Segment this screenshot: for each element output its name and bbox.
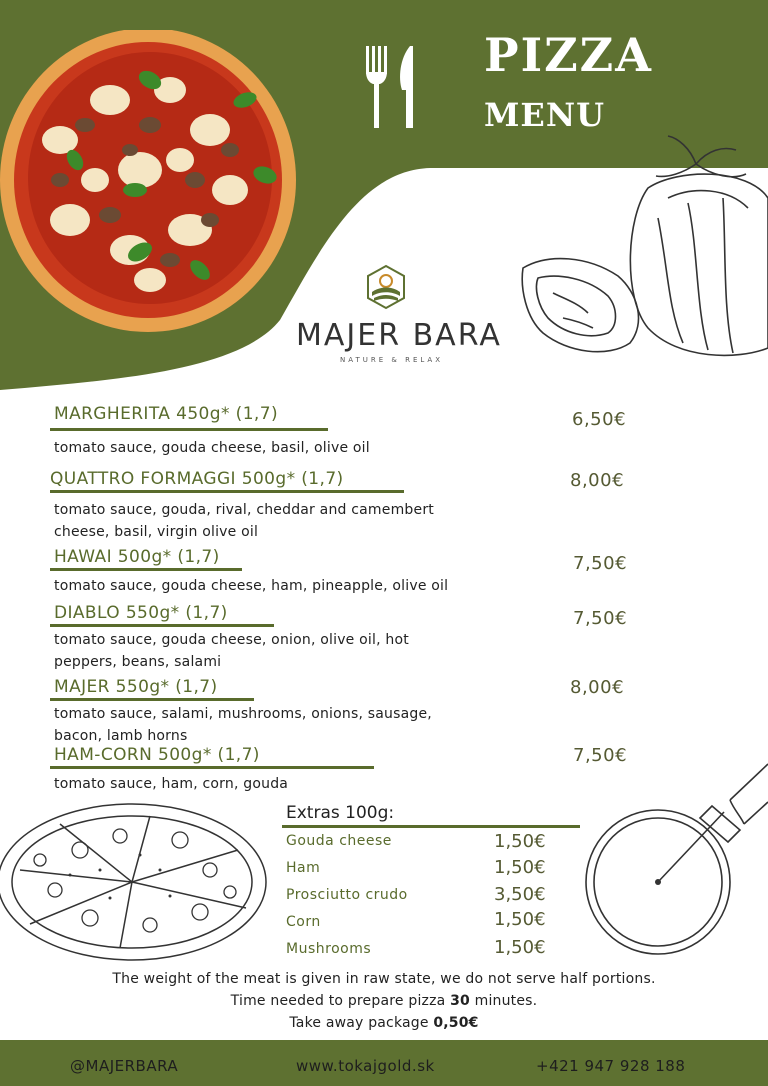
brand-name: MAJER BARA — [296, 318, 502, 353]
item-underline — [50, 624, 274, 627]
item-name-diablo: DIABLO 550g* (1,7) — [54, 603, 228, 623]
item-description: cheese, basil, virgin olive oil — [54, 524, 259, 540]
note-meat-weight: The weight of the meat is given in raw state, we do not serve half portions. — [112, 971, 656, 987]
extra-price: 1,50€ — [494, 937, 546, 958]
cutlery-icon — [362, 44, 422, 132]
footer-website[interactable]: www.tokajgold.sk — [296, 1057, 435, 1075]
item-description: tomato sauce, salami, mushrooms, onions, sausage, — [54, 706, 432, 722]
item-name-majer: MAJER 550g* (1,7) — [54, 677, 218, 697]
extra-name: Gouda cheese — [286, 833, 392, 849]
footer-social[interactable]: @MAJERBARA — [70, 1057, 179, 1075]
brand-tagline: NATURE & RELAX — [340, 356, 444, 364]
item-description: tomato sauce, gouda cheese, basil, olive oil — [54, 440, 370, 456]
item-description: peppers, beans, salami — [54, 654, 222, 670]
pizza-sketch — [0, 800, 272, 968]
note-prep-time-prefix: Time needed to prepare pizza — [230, 993, 451, 1009]
item-underline — [50, 766, 374, 769]
extras-underline — [282, 825, 580, 828]
item-underline — [50, 490, 404, 493]
brand-logo — [364, 264, 408, 310]
note-takeaway-price: 0,50€ — [433, 1015, 479, 1031]
item-underline — [50, 428, 328, 431]
note-takeaway-prefix: Take away package — [289, 1015, 434, 1031]
extra-price: 1,50€ — [494, 831, 546, 852]
item-description: tomato sauce, ham, corn, gouda — [54, 776, 289, 792]
menu-subtitle: MENU — [484, 96, 605, 134]
note-takeaway — [0, 1015, 768, 1031]
item-underline — [50, 568, 242, 571]
pizza-cutter-sketch — [584, 760, 768, 960]
menu-title: PIZZA — [484, 28, 653, 82]
item-name-hawai: HAWAI 500g* (1,7) — [54, 547, 220, 567]
item-description: tomato sauce, gouda cheese, ham, pineapple, olive oil — [54, 578, 449, 594]
extra-price: 1,50€ — [494, 857, 546, 878]
item-description: tomato sauce, gouda, rival, cheddar and camembert — [54, 502, 434, 518]
extra-name: Mushrooms — [286, 941, 372, 957]
note-prep-time-value: 30 — [450, 993, 470, 1009]
footer-phone[interactable]: +421 947 928 188 — [536, 1057, 686, 1075]
note-prep-time — [0, 993, 768, 1009]
item-price-quattro-formaggi: 8,00€ — [570, 470, 625, 491]
item-price-majer: 8,00€ — [570, 677, 625, 698]
item-underline — [50, 698, 254, 701]
item-price-ham-corn: 7,50€ — [573, 745, 628, 766]
item-price-margherita: 6,50€ — [572, 409, 627, 430]
extra-name: Prosciutto crudo — [286, 887, 408, 903]
extra-name: Ham — [286, 860, 321, 876]
item-name-margherita: MARGHERITA 450g* (1,7) — [54, 404, 278, 424]
note-prep-time-suffix: minutes. — [469, 993, 538, 1009]
item-description: tomato sauce, gouda cheese, onion, olive oil, hot — [54, 632, 409, 648]
item-description: bacon, lamb horns — [54, 728, 188, 744]
extras-title: Extras 100g: — [286, 803, 395, 823]
extra-price: 3,50€ — [494, 884, 546, 905]
item-price-hawai: 7,50€ — [573, 553, 628, 574]
item-name-quattro-formaggi: QUATTRO FORMAGGI 500g* (1,7) — [50, 469, 344, 489]
pizza-photo — [0, 30, 300, 340]
tomato-sketch — [518, 128, 768, 360]
item-name-ham-corn: HAM-CORN 500g* (1,7) — [54, 745, 260, 765]
item-price-diablo: 7,50€ — [573, 608, 628, 629]
extra-price: 1,50€ — [494, 909, 546, 930]
extra-name: Corn — [286, 914, 321, 930]
